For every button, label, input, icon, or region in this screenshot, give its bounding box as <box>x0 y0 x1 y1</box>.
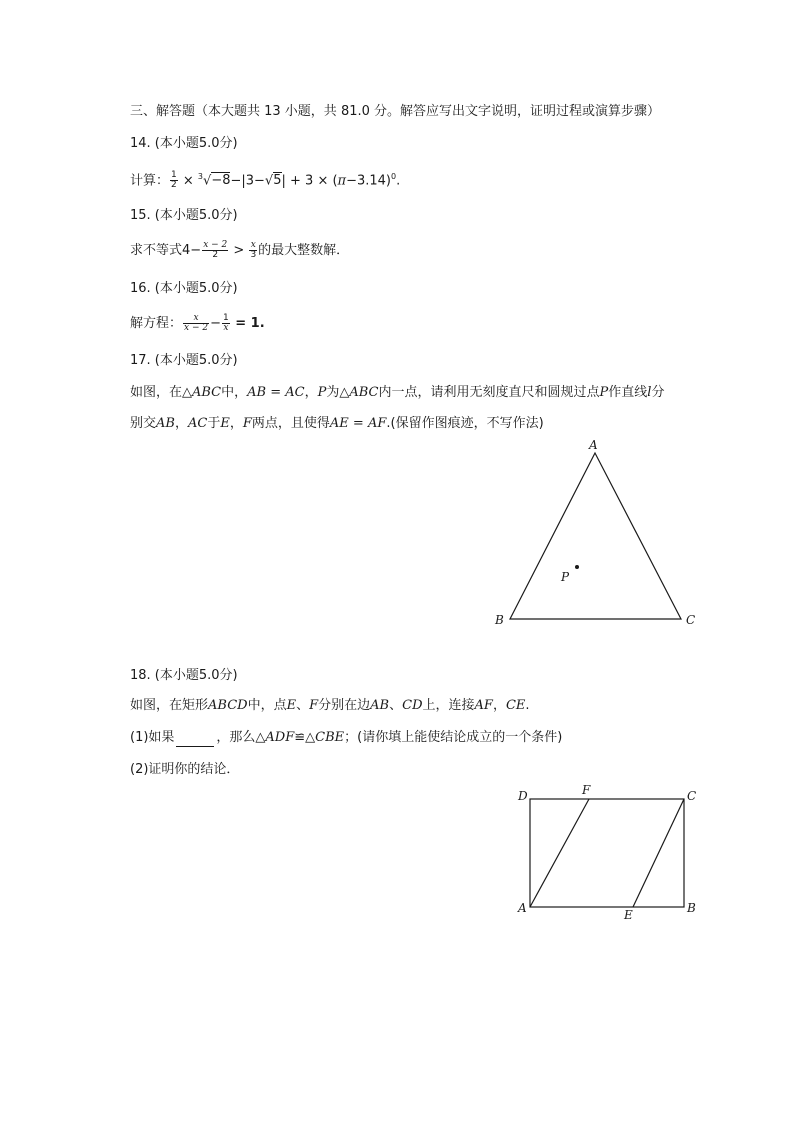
q14-sqrt-icon: √ <box>264 173 274 189</box>
q17-line-2: 别交AB，AC于E，F两点，且使得AE = AF.(保留作图痕迹，不写作法) <box>130 416 544 431</box>
label-c: C <box>686 613 696 627</box>
q16-body: 解方程： $\frac{x}{x - 2}$ − $\frac{1}{x}$ = 1. <box>130 313 265 333</box>
q14-header: 14. (本小题5.0分) <box>130 136 238 151</box>
triangle-abc <box>510 453 681 619</box>
q18-line-2: (1)如果 ，那么△ADF≌△CBE；(请你填上能使结论成立的一个条件) <box>130 730 563 745</box>
q15-fraction-1: $\frac{x - 2}{2}$ <box>203 240 228 260</box>
q16-header: 16. (本小题5.0分) <box>130 281 238 296</box>
q18-header: 18. (本小题5.0分) <box>130 668 238 683</box>
label-f: F <box>582 783 591 797</box>
q16-fraction-1: $\frac{x}{x - 2}$ <box>184 313 209 333</box>
q14-body: 计算： $\frac{1}{2}$ × $^3√-8-|3-√5| + 3 \times (\pi-3.14)^0$. <box>130 170 401 191</box>
answer-blank[interactable] <box>176 733 214 747</box>
label-b: B <box>687 901 696 915</box>
q18-line-1: 如图，在矩形ABCD中，点E、F分别在边AB、CD上，连接AF，CE. <box>130 698 530 713</box>
q17-triangle-figure <box>490 435 710 635</box>
rectangle-abcd <box>530 799 684 907</box>
q18-rectangle-figure <box>510 782 710 922</box>
label-e: E <box>624 908 633 922</box>
label-p: P <box>561 570 570 584</box>
label-c: C <box>687 789 697 803</box>
q16-fraction-2: $\frac{1}{x}$ <box>223 313 229 333</box>
q18-line-3: (2)证明你的结论． <box>130 762 240 777</box>
q14-cbrt-index: 3 <box>197 172 204 181</box>
label-a: A <box>518 901 527 915</box>
label-a: A <box>589 438 598 452</box>
q15-fraction-2: $\frac{x}{3}$ <box>250 240 257 260</box>
label-d: D <box>518 789 528 803</box>
section-title: 三、解答题（本大题共 13 小题，共 81.0 分。解答应写出文字说明，证明过程或演算步骤） <box>130 104 661 119</box>
q17-header: 17. (本小题5.0分) <box>130 353 238 368</box>
q15-header: 15. (本小题5.0分) <box>130 208 238 223</box>
q17-line-1: 如图，在△ABC中，AB = AC，P为△ABC内一点，请利用无刻度直尺和圆规过点P作直线l分 <box>130 385 665 400</box>
segment-af <box>530 799 589 907</box>
q14-half-fraction: $\frac{1}{2}$ <box>171 170 177 191</box>
point-p <box>575 565 579 569</box>
label-b: B <box>495 613 504 627</box>
q15-body: 求不等式4− $\frac{x - 2}{2}$ > $\frac{x}{3}$ 的最大整数解． <box>130 240 350 260</box>
segment-ce <box>633 799 684 907</box>
q14-radical-icon: √ <box>203 173 212 189</box>
